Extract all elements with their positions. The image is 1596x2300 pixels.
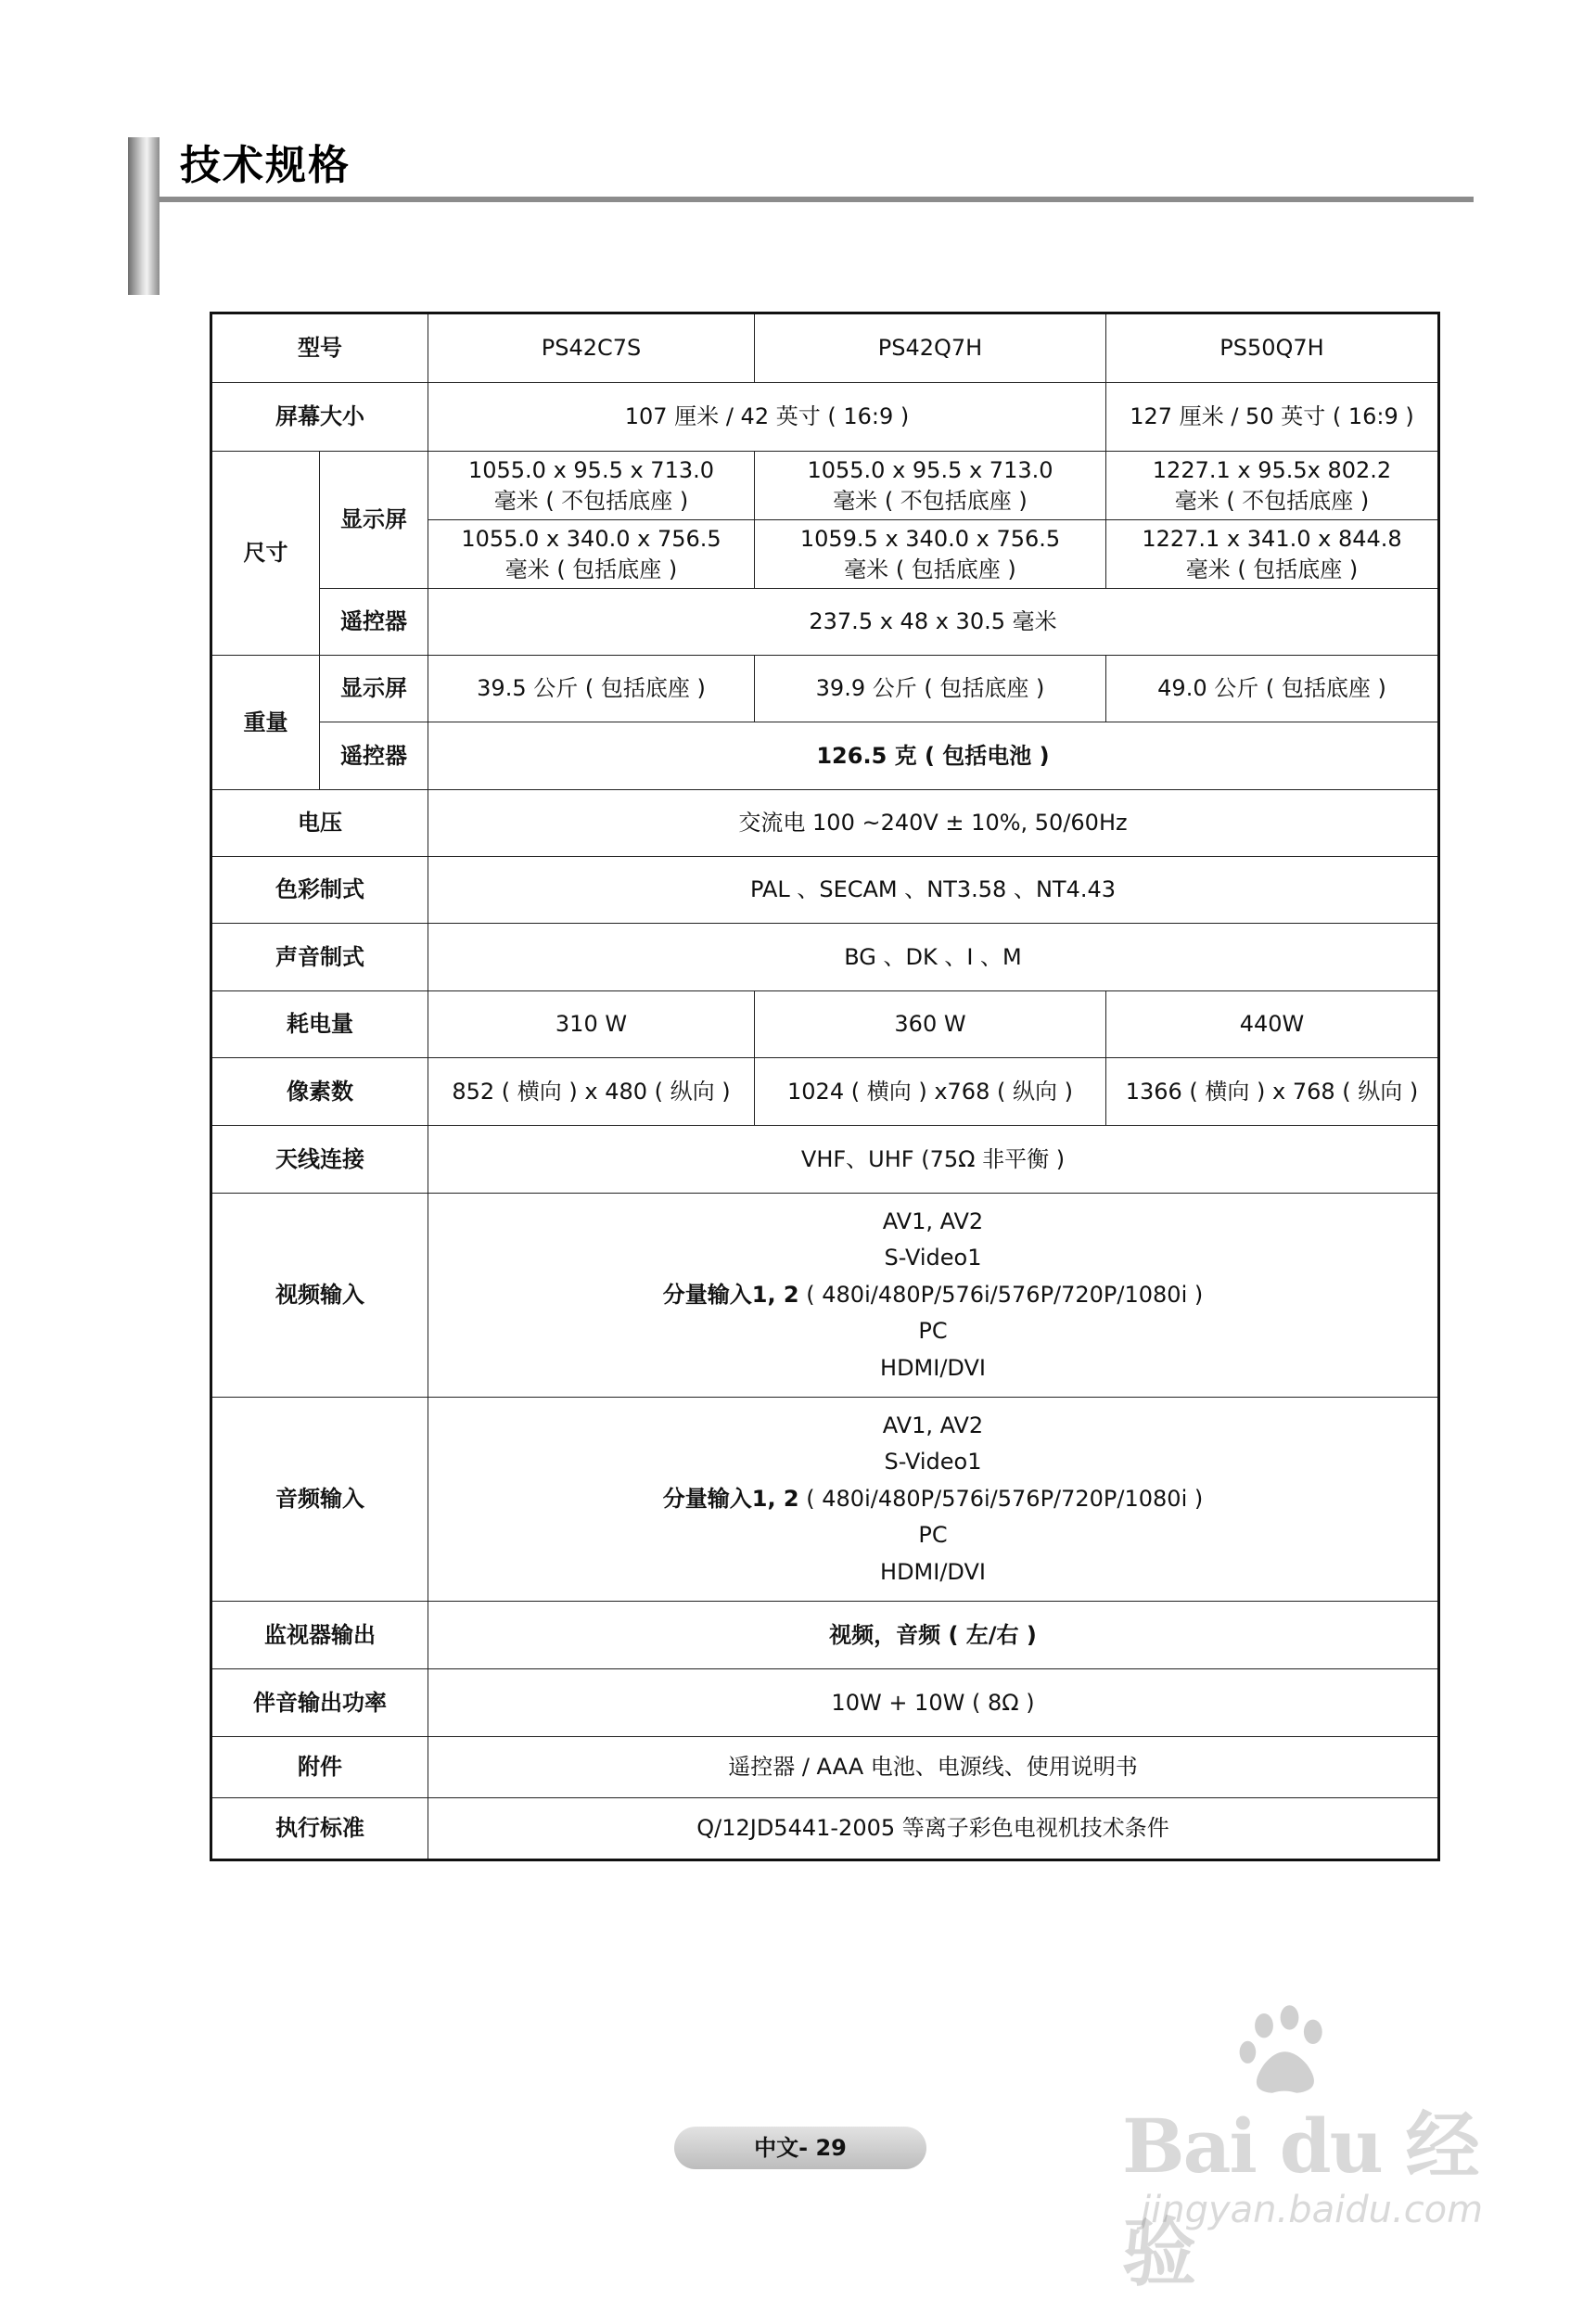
model-label: 型号	[211, 313, 428, 383]
pixels-label: 像素数	[211, 1058, 428, 1126]
weight-display-col2: 39.9 公斤 ( 包括底座 )	[755, 656, 1106, 722]
page-number-badge: 中文- 29	[674, 2127, 926, 2169]
color-system-value: PAL 、SECAM 、NT3.58 、NT4.43	[428, 857, 1439, 924]
table-row	[211, 790, 1439, 857]
standard-label: 执行标准	[211, 1798, 428, 1860]
table-row	[211, 589, 1439, 656]
color-system-label: 色彩制式	[211, 857, 428, 924]
weight-display-label: 显示屏	[320, 656, 428, 722]
sound-system-value: BG 、DK 、I 、M	[428, 924, 1439, 991]
table-row	[211, 452, 1439, 520]
standard-value: Q/12JD5441-2005 等离子彩色电视机技术条件	[428, 1798, 1439, 1860]
antenna-label: 天线连接	[211, 1126, 428, 1194]
table-row	[211, 722, 1439, 790]
size-remote-value: 237.5 x 48 x 30.5 毫米	[428, 589, 1439, 656]
size-nostand-col2: 1055.0 x 95.5 x 713.0 毫米 ( 不包括底座 )	[755, 452, 1106, 520]
model-col2: PS42Q7H	[755, 313, 1106, 383]
table-row	[211, 991, 1439, 1058]
table-row	[211, 656, 1439, 722]
pixels-col3: 1366 ( 横向 ) x 768 ( 纵向 )	[1106, 1058, 1439, 1126]
antenna-value: VHF、UHF (75Ω 非平衡 )	[428, 1126, 1439, 1194]
power-col1: 310 W	[428, 991, 755, 1058]
accessories-value: 遥控器 / AAA 电池、电源线、使用说明书	[428, 1737, 1439, 1798]
monitor-out-label: 监视器输出	[211, 1602, 428, 1669]
table-row	[211, 1798, 1439, 1860]
video-input-label: 视频输入	[211, 1194, 428, 1398]
power-col2: 360 W	[755, 991, 1106, 1058]
page-title: 技术规格	[180, 142, 351, 189]
pixels-col2: 1024 ( 横向 ) x768 ( 纵向 )	[755, 1058, 1106, 1126]
size-nostand-col1: 1055.0 x 95.5 x 713.0 毫米 ( 不包括底座 )	[428, 452, 755, 520]
size-stand-col3: 1227.1 x 341.0 x 844.8 毫米 ( 包括底座 )	[1106, 520, 1439, 589]
audio-input-value: AV1, AV2 S-Video1 分量输入1, 2 ( 480i/480P/576i/576P/720P/1080i ) PC HDMI/DVI	[428, 1398, 1439, 1602]
size-stand-col2: 1059.5 x 340.0 x 756.5 毫米 ( 包括底座 )	[755, 520, 1106, 589]
table-row	[211, 924, 1439, 991]
sound-system-label: 声音制式	[211, 924, 428, 991]
spec-table	[210, 312, 1440, 1861]
size-remote-label: 遥控器	[320, 589, 428, 656]
audio-power-value: 10W + 10W ( 8Ω )	[428, 1669, 1439, 1737]
weight-label: 重量	[211, 656, 320, 790]
table-row	[211, 1126, 1439, 1194]
watermark-brand: Bai du 经验	[1122, 2102, 1478, 2296]
pixels-col1: 852 ( 横向 ) x 480 ( 纵向 )	[428, 1058, 755, 1126]
table-row	[211, 1669, 1439, 1737]
size-label: 尺寸	[211, 452, 320, 656]
table-row	[211, 1058, 1439, 1126]
audio-power-label: 伴音输出功率	[211, 1669, 428, 1737]
table-row	[211, 1194, 1439, 1398]
screen-size-value-50: 127 厘米 / 50 英寸 ( 16:9 )	[1106, 383, 1439, 452]
weight-display-col1: 39.5 公斤 ( 包括底座 )	[428, 656, 755, 722]
size-display-label: 显示屏	[320, 452, 428, 589]
table-row	[211, 313, 1439, 383]
weight-remote-value: 126.5 克 ( 包括电池 )	[428, 722, 1439, 790]
accessories-label: 附件	[211, 1737, 428, 1798]
voltage-value: 交流电 100 ~240V ± 10%, 50/60Hz	[428, 790, 1439, 857]
model-col3: PS50Q7H	[1106, 313, 1439, 383]
screen-size-value-42: 107 厘米 / 42 英寸 ( 16:9 )	[428, 383, 1106, 452]
video-input-value: AV1, AV2 S-Video1 分量输入1, 2 ( 480i/480P/576i/576P/720P/1080i ) PC HDMI/DVI	[428, 1194, 1439, 1398]
watermark-domain: jingyan.baidu.com	[1141, 2189, 1484, 2231]
table-row	[211, 857, 1439, 924]
table-row	[211, 1398, 1439, 1602]
voltage-label: 电压	[211, 790, 428, 857]
size-nostand-col3: 1227.1 x 95.5x 802.2 毫米 ( 不包括底座 )	[1106, 452, 1439, 520]
audio-input-label: 音频输入	[211, 1398, 428, 1602]
table-row	[211, 383, 1439, 452]
table-row	[211, 1602, 1439, 1669]
model-col1: PS42C7S	[428, 313, 755, 383]
baidu-jingyan-watermark	[1122, 2003, 1512, 2296]
monitor-out-value: 视频，音频 ( 左/右 )	[428, 1602, 1439, 1669]
weight-display-col3: 49.0 公斤 ( 包括底座 )	[1106, 656, 1439, 722]
title-rule	[160, 197, 1474, 202]
table-row	[211, 1737, 1439, 1798]
screen-size-label: 屏幕大小	[211, 383, 428, 452]
title-side-bar	[128, 137, 160, 295]
size-stand-col1: 1055.0 x 340.0 x 756.5 毫米 ( 包括底座 )	[428, 520, 755, 589]
weight-remote-label: 遥控器	[320, 722, 428, 790]
power-label: 耗电量	[211, 991, 428, 1058]
power-col3: 440W	[1106, 991, 1439, 1058]
